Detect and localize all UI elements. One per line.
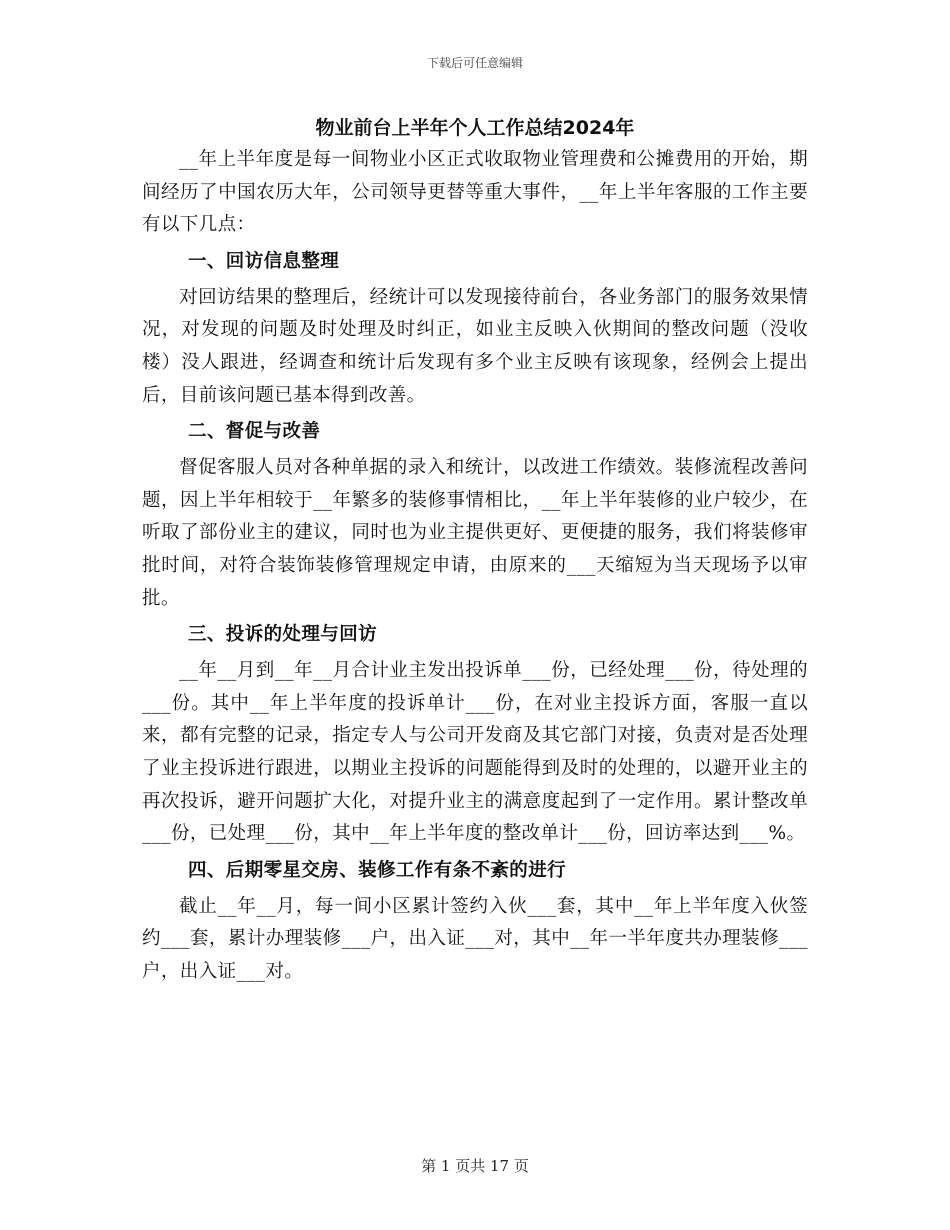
intro-paragraph: __年上半年度是每一间物业小区正式收取物业管理费和公摊费用的开始，期间经历了中国农历大年，公司领导更替等重大事件，__年上半年客服的工作主要有以下几点： [142,149,808,236]
document-title: 物业前台上半年个人工作总结2024年 [315,117,635,139]
section-heading: 四、后期零星交房、装修工作有条不紊的进行 [188,859,567,881]
section-heading: 三、投诉的处理与回访 [188,624,378,646]
section-heading: 一、回访信息整理 [188,250,340,272]
document-body [142,112,808,988]
section-paragraph: 对回访结果的整理后，经统计可以发现接待前台，各业务部门的服务效果情况，对发现的问题及时处理及时纠正，如业主反映入伙期间的整改问题（没收楼）没人跟进，经调查和统计后发现有多个业主反映有该现象，经例会上提出后，目前该问题已基本得到改善。 [142,286,808,406]
section-2 [142,412,808,615]
header-note: 下载后可任意编辑 [426,56,523,70]
section-paragraph: 截止__年__月，每一间小区累计签约入伙___套，其中__年上半年度入伙签约___套，累计办理装修___户，出入证___对，其中__年一半年度共办理装修___户，出入证___对。 [142,895,808,982]
section-1 [142,242,808,412]
section-paragraph: 督促客服人员对各种单据的录入和统计，以改进工作绩效。装修流程改善问题，因上半年相较于__年繁多的装修事情相比，__年上半年装修的业户较少，在听取了部份业主的建议，同时也为业主提供更好、更便捷的服务，我们将装修审批时间，对符合装饰装修管理规定申请，由原来的___天缩短为当天现场予以审批。 [142,457,808,609]
section-heading: 二、督促与改善 [188,421,321,443]
page-number: 第 1 页共 17 页 [421,1157,529,1175]
section-paragraph: __年__月到__年__月合计业主发出投诉单___份，已经处理___份，待处理的___份。其中__年上半年度的投诉单计___份，在对业主投诉方面，客服一直以来，都有完整的记录，指定专人与公司开发商及其它部门对接，负责对是否处理了业主投诉进行跟进，以期业主投诉的问题能得到及时的处理的，以避开业主的再次投诉，避开问题扩大化，对提升业主的满意度起到了一定作用。累计整改单___份，已处理___份，其中__年上半年度的整改单计___份，回访率达到___%。 [142,660,808,845]
section-3 [142,615,808,851]
section-4 [142,851,808,989]
